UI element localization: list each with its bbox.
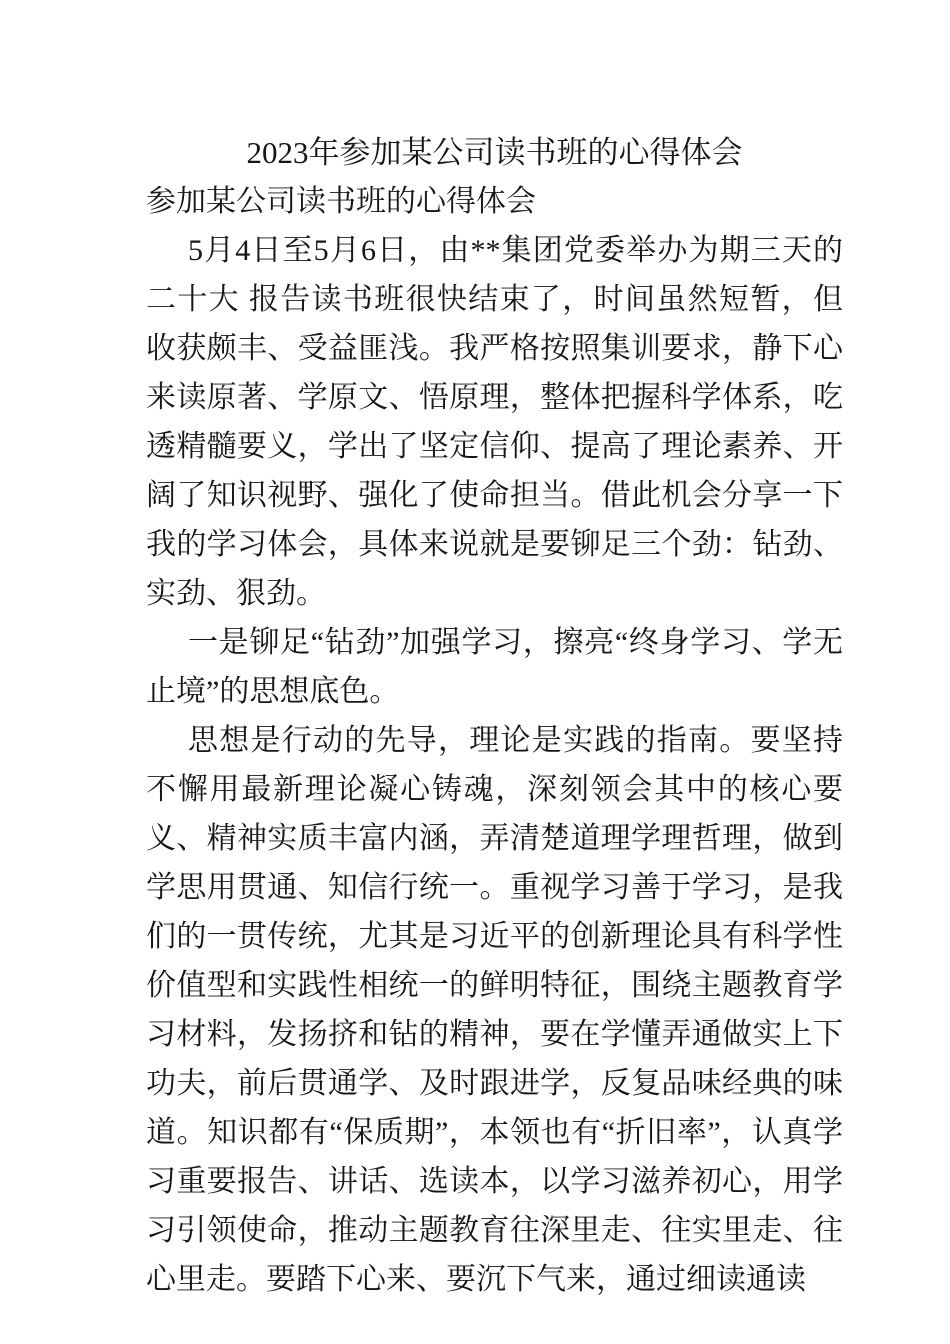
- paragraph: 一是铆足“钻劲”加强学习，擦亮“终身学习、学无止境”的思想底色。: [146, 626, 843, 708]
- document-subtitle: 参加某公司读书班的心得体会: [146, 185, 536, 218]
- paragraph: 5月4日至5月6日，由**集团党委举办为期三天的二十大 报告读书班很快结束了，时间虽然短暂，但收获颇丰、受益匪浅。我严格按照集训要求，静下心来读原著、学原文、悟原理，整体把握科学体系，吃透精髓要义，学出了坚定信仰、提高了理论素养、开阔了知识视野、强化了使命担当。借此机会分享一下我的学习体会，具体来说就是要铆足三个劲：钻劲、实劲、狠劲。: [146, 234, 843, 610]
- paragraph: 思想是行动的先导，理论是实践的指南。要坚持不懈用最新理论凝心铸魂，深刻领会其中的核心要义、精神实质丰富内涵，弄清楚道理学理哲理，做到学思用贯通、知信行统一。重视学习善于学习，是我们的一贯传统，尤其是习近平的创新理论具有科学性价值型和实践性相统一的鲜明特征，围绕主题教育学习材料，发扬挤和钻的精神，要在学懂弄通做实上下功夫，前后贯通学、及时跟进学，反复品味经典的味道。知识都有“保质期”，本领也有“折旧率”，认真学习重要报告、讲话、选读本，以学习滋养初心，用学习引领使命，推动主题教育往深里走、往实里走、往心里走。要踏下心来、要沉下气来，通过细读通读: [146, 724, 843, 1296]
- document-title: 2023年参加某公司读书班的心得体会: [246, 135, 743, 170]
